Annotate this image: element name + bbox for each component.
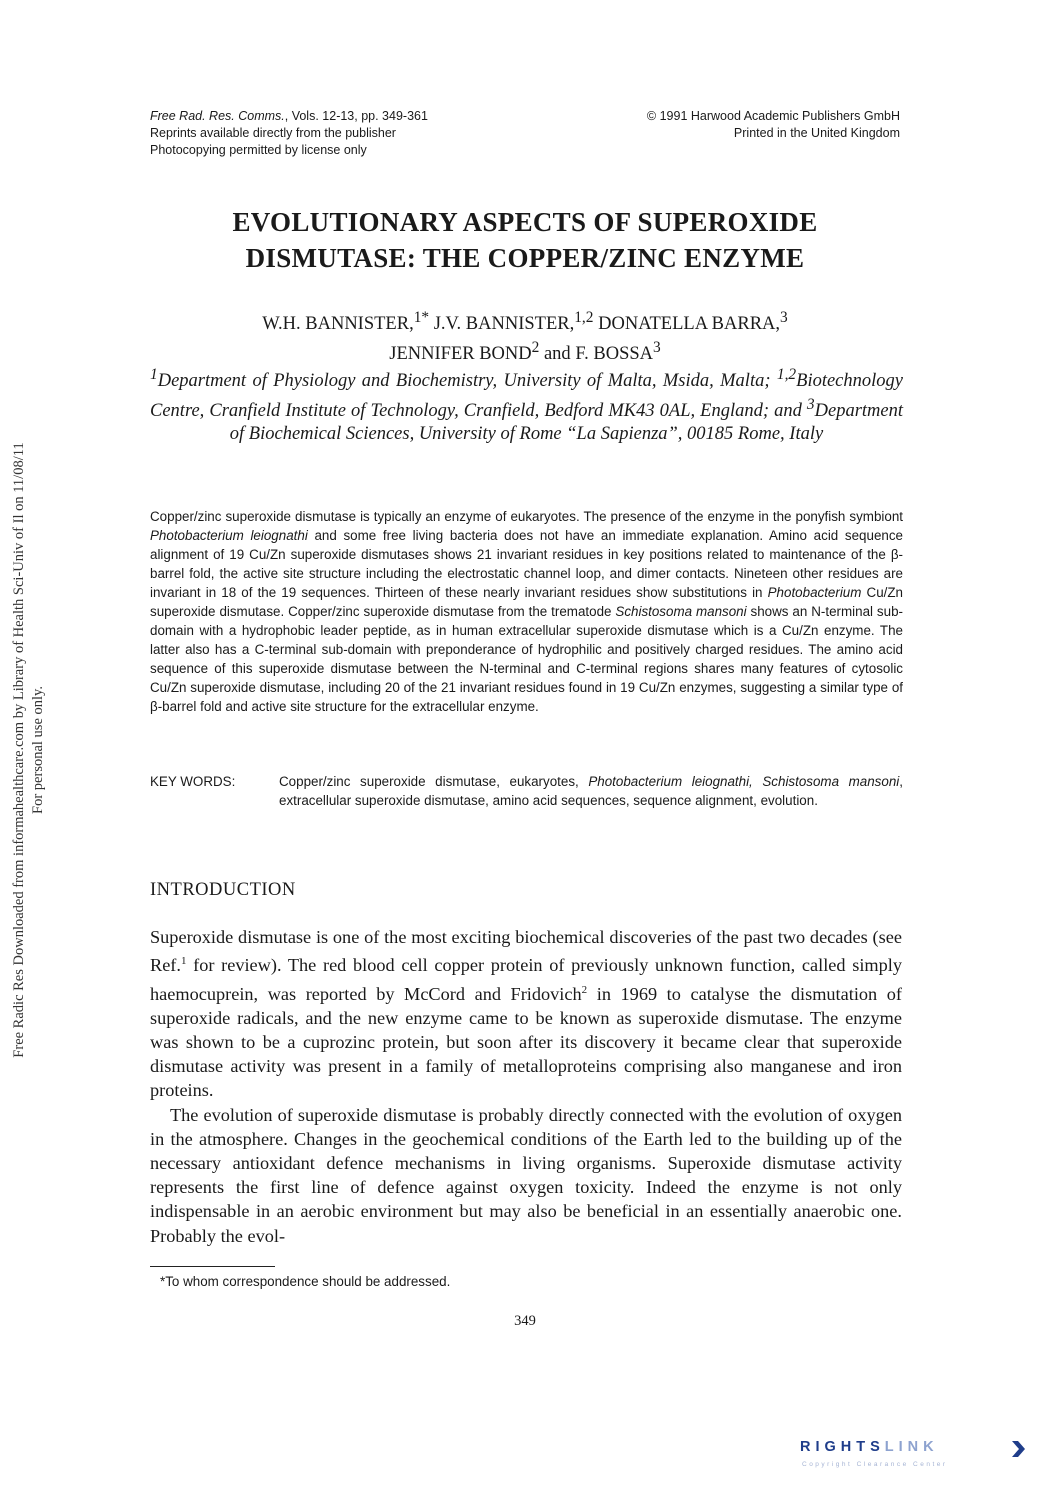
download-watermark [2,0,62,1500]
photocopy-note: Photocopying permitted by license only [150,143,367,157]
footnote: *To whom correspondence should be addressed. [160,1274,451,1289]
rightslink-logo[interactable]: RIGHTSLINK Copyright Clearance Center [800,1439,1030,1475]
keywords: Copper/zinc superoxide dismutase, eukaryotes, Photobacterium leiognathi, Schistosoma mansoni, extracellular superoxide dismutase, amino acid sequences, sequence alignment, evolution. [279,774,903,808]
copyright-line: © 1991 Harwood Academic Publishers GmbH [646,109,900,123]
rightslink-chevron-icon [1010,1440,1026,1458]
watermark-line-1: Free Radic Res Downloaded from informahealthcare.com by Library of Health Sci-Univ of Il on 11/08/11 [11,442,27,1058]
paper-title: EVOLUTIONARY ASPECTS OF SUPEROXIDE DISMUTASE: THE COPPER/ZINC ENZYME [232,207,818,273]
footnote-rule [150,1266,275,1267]
abstract: Copper/zinc superoxide dismutase is typically an enzyme of eukaryotes. The presence of the enzyme in the ponyfish symbiont Photobacterium leiognathi and some free living bacteria does not have an immediate explanation. Amino acid sequence alignment of 19 Cu/Zn superoxide dismutases shows 21 invariant residues in key positions related to maintenance of the β-barrel fold, the active site structure including the electrostatic channel loop, and dimer contacts. Nineteen other residues are invariant in 18 of the 19 sequences. Thirteen of these nearly invariant residues show substitutions in Photobacterium Cu/Zn superoxide dismutase. Copper/zinc superoxide dismutase from the trematode Schistosoma mansoni shows an N-terminal sub-domain with a hydrophobic leader peptide, as in human extracellular superoxide dismutase which is a Cu/Zn enzyme. The latter also has a C-terminal sub-domain with preponderance of hydrophilic and positively charged residues. The amino acid sequence of this superoxide dismutase between the N-terminal and C-terminal regions shares many features of cytosolic Cu/Zn superoxide dismutase, including 20 of the 21 invariant residues found in 19 Cu/Zn enzymes, suggesting a similar type of β-barrel fold and active site structure for the extracellular enzyme. [150,509,904,714]
journal-citation: Free Rad. Res. Comms., Vols. 12-13, pp. 349-361 [150,109,428,123]
watermark-line-2: For personal use only. [30,686,46,814]
reprints-note: Reprints available directly from the publisher [150,126,396,140]
publisher-header [647,108,900,142]
introduction-body [150,925,902,1248]
paragraph: The evolution of superoxide dismutase is probably directly connected with the evolution of oxygen in the atmosphere. Changes in the geochemical conditions of the Earth led to the building up of the necessary antioxidant defence mechanisms in living organisms. Superoxide dismutase activity represents the first line of defence against oxygen toxicity. Indeed the enzyme is not only indispensable in an aerobic environment but may also be beneficial in an essentially anaerobic one. Probably the evol- [150,1104,902,1246]
printed-line: Printed in the United Kingdom [733,126,900,140]
paragraph: Superoxide dismutase is one of the most exciting biochemical discoveries of the past two decades (see Ref.$^1$ for review). The red blood cell copper protein of previously unknown function, called simply haemocuprein, was reported by McCord and Fridovich$^2$ in 1969 to catalyse the dismutation of superoxide radicals, and the new enzyme came to be known as superoxide dismutase. The enzyme was shown to be a cuprozinc protein, but soon after its discovery it became clear that superoxide dismutase activity was present in a family of metalloproteins comprising also manganese and iron proteins. [150,927,902,1101]
author-list: W.H. BANNISTER,$^{1*}$ J.V. BANNISTER,$^{1,2}$ DONATELLA BARRA,$^3$ JENNIFER BOND$^2$ and F. BOSSA$^3$ [262,309,788,365]
page-number: 349 [514,1313,536,1329]
keywords-label: KEY WORDS: [150,774,236,789]
journal-header [150,108,428,159]
affiliations: $^1$Department of Physiology and Biochemistry, University of Malta, Msida, Malta; $^{1,2}$Biotechnology Centre, Cranfield Institute of Technology, Cranfield, Bedford MK43 0AL, England; and $^3$Department of Biochemical Sciences, University of Rome “La Sapienza”, 00185 Rome, Italy [150,366,903,445]
section-heading-introduction: INTRODUCTION [150,880,296,900]
